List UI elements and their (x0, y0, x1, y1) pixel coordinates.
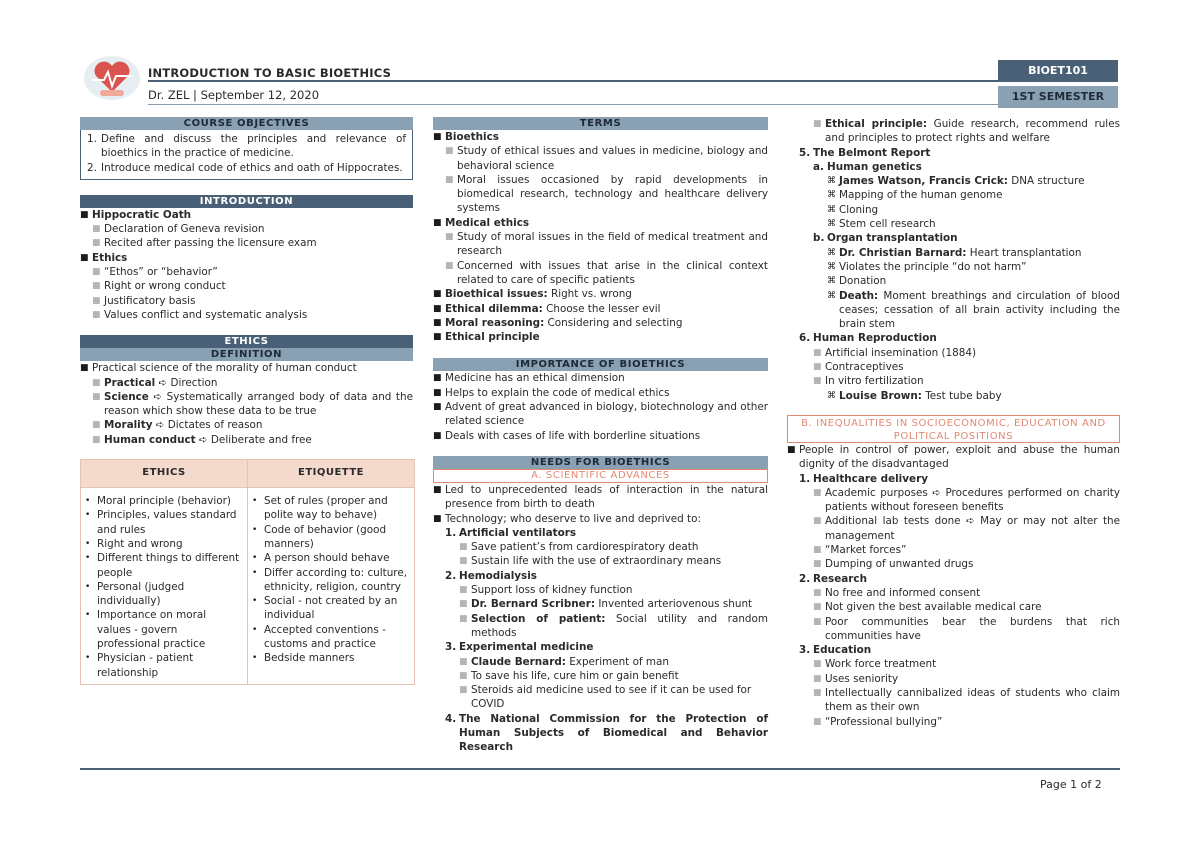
list-item: ■ Dumping of unwanted drugs (813, 558, 974, 571)
list-item: 3. Education (799, 644, 872, 657)
list-item: • Principles, values standard and rules (85, 509, 237, 536)
list-item: ⌘ James Watson, Francis Crick: DNA structure (827, 175, 1085, 188)
list-item: ■ Not given the best available medical care (813, 601, 1042, 614)
list-item: ■ Save patient’s from cardiorespiratory death (459, 541, 699, 554)
ethics-heading: ETHICS (80, 335, 413, 348)
list-item: ■ Intellectually cannibalized ideas of students who claim them as their own (813, 686, 1120, 714)
list-item: • Personal (judged individually) (85, 580, 185, 608)
header-rule-thin (148, 104, 998, 105)
list-item: ■ “Market forces” (813, 544, 907, 557)
list-item: ■ Study of ethical issues and values in medicine, biology and behavioral science (445, 145, 768, 172)
list-item: ■ Recited after passing the licensure exam (92, 237, 317, 250)
definition-heading: DEFINITION (80, 348, 413, 361)
list-item: • Moral principle (behavior) (85, 495, 231, 508)
list-item: • Social - not created by an individual (252, 595, 398, 622)
list-item: ■ Dr. Bernard Scribner: Invented arteriovenous shunt (459, 598, 753, 611)
introduction-heading: INTRODUCTION (80, 195, 413, 208)
header-rule (148, 80, 998, 82)
list-item: ■ Hippocratic Oath (80, 208, 192, 221)
list-item: 1. Artificial ventilators (445, 526, 577, 539)
course-code-badge: BIOET101 (998, 60, 1118, 82)
list-item: ■ Ethics (80, 251, 128, 264)
list-item: ■ Work force treatment (813, 658, 937, 671)
list-item: ■ Steroids aid medicine used to see if it can be used for COVID (459, 684, 752, 711)
list-item: ■ Support loss of kidney function (459, 584, 633, 597)
list-item: • Bedside manners (252, 652, 355, 665)
column-3 (787, 117, 1120, 729)
list-item: 5. The Belmont Report (799, 146, 931, 159)
list-item: • Set of rules (proper and polite way to behave) (252, 495, 388, 522)
list-item: • Right and wrong (85, 537, 183, 550)
list-item: ■ Science ➪ Systematically arranged body of data and the reason which show these data to be true (92, 390, 413, 418)
importance-heading: IMPORTANCE OF BIOETHICS (433, 358, 768, 371)
column-1 (80, 117, 413, 685)
list-item: ■ Moral reasoning: Considering and selecting (433, 316, 683, 329)
list-item: 2. Hemodialysis (445, 569, 537, 582)
list-item: ■ “Professional bullying” (813, 715, 943, 728)
list-item: ■ Justificatory basis (92, 294, 196, 307)
list-item: ■ Poor communities bear the burdens that rich communities have (813, 615, 1120, 642)
list-item: ■ Values conflict and systematic analysis (92, 308, 308, 321)
list-item: ⌘ Stem cell research (827, 218, 936, 231)
list-item: ■ Medicine has an ethical dimension (433, 372, 625, 385)
list-item: ■ Morality ➪ Dictates of reason (92, 419, 263, 432)
list-item: ⌘ Violates the principle “do not harm” (827, 260, 1027, 273)
table-header-ethics: ETHICS (81, 460, 248, 488)
list-item: ■ Ethical principle (433, 331, 540, 344)
list-item: ■ Right or wrong conduct (92, 280, 226, 293)
document-subtitle: Dr. ZEL | September 12, 2020 (148, 88, 320, 102)
list-item: ■ “Ethos” or “behavior” (92, 266, 218, 279)
list-item: b. Organ transplantation (813, 232, 958, 245)
scientific-advances-heading: A. SCIENTIFIC ADVANCES (433, 469, 768, 483)
list-item: 4. The National Commission for the Protection of Human Subjects of Biomedical and Behavior Research (445, 712, 768, 754)
list-item: ■ Ethical principle: Guide research, recommend rules and principles to protect rights and welfare (813, 118, 1120, 145)
list-item: ■ Artificial insemination (1884) (813, 346, 977, 359)
list-item: • A person should behave (252, 552, 390, 565)
course-objectives-heading: COURSE OBJECTIVES (80, 117, 413, 130)
table-header-etiquette: ETIQUETTE (248, 460, 415, 488)
list-item: 2. Research (799, 572, 867, 585)
list-item: ■ Practical ➪ Direction (92, 376, 218, 389)
footer-rule (80, 768, 1120, 770)
list-item: ■ Sustain life with the use of extraordinary means (459, 555, 722, 568)
list-item: ■ Declaration of Geneva revision (92, 223, 265, 236)
inequalities-heading: B. INEQUALITIES IN SOCIOECONOMIC, EDUCATION AND POLITICAL POSITIONS (787, 415, 1120, 443)
list-item: ■ Led to unprecedented leads of interaction in the natural presence from birth to death (433, 483, 768, 511)
needs-heading: NEEDS FOR BIOETHICS (433, 456, 768, 469)
list-item: ■ Bioethical issues: Right vs. wrong (433, 288, 632, 301)
list-item: • Differ according to: culture, ethnicity, religion, country (252, 566, 408, 593)
list-item: ■ Academic purposes ➪ Procedures performed on charity patients without foreseen benefits (813, 486, 1120, 514)
list-item: ⌘ Death: Moment breathings and circulation of blood ceases; cessation of all brain activity including the brain stem (827, 289, 1120, 331)
list-item: ■ Uses seniority (813, 672, 899, 685)
list-item: ■ Ethical dilemma: Choose the lesser evil (433, 302, 661, 315)
list-item: ■ In vitro fertilization (813, 375, 924, 388)
objective-item: 1. Define and discuss the principles and relevance of bioethics in the practice of medicine. (87, 133, 406, 160)
list-item: 1. Healthcare delivery (799, 472, 928, 485)
list-item: ■ To save his life, cure him or gain benefit (459, 669, 679, 682)
list-item: • Importance on moral values - govern professional practice (85, 609, 207, 651)
list-item: ■ Selection of patient: Social utility and random methods (459, 612, 768, 639)
document-title: INTRODUCTION TO BASIC BIOETHICS (148, 66, 392, 80)
list-item: ■ Human conduct ➪ Deliberate and free (92, 433, 312, 446)
list-item: a. Human genetics (813, 160, 922, 173)
list-item: ■ Technology; who deserve to live and deprived to: (433, 512, 701, 525)
list-item: ■ Medical ethics (433, 216, 530, 229)
ethics-cell (81, 488, 248, 685)
column-2 (433, 117, 768, 755)
list-item: ⌘ Donation (827, 275, 887, 288)
etiquette-cell (248, 488, 415, 685)
list-item: 3. Experimental medicine (445, 641, 594, 654)
list-item: ⌘ Dr. Christian Barnard: Heart transplantation (827, 246, 1082, 259)
page-number: Page 1 of 2 (1040, 778, 1102, 791)
list-item: ■ People in control of power, exploit and abuse the human dignity of the disadvantaged (787, 443, 1120, 471)
list-item: ⌘ Cloning (827, 203, 879, 216)
list-item: ■ Helps to explain the code of medical ethics (433, 386, 670, 399)
list-item: ■ Additional lab tests done ➪ May or may not alter the management (813, 515, 1120, 542)
list-item: ⌘ Louise Brown: Test tube baby (827, 389, 1002, 402)
list-item: 6. Human Reproduction (799, 332, 937, 345)
list-item: ■ Contraceptives (813, 361, 904, 374)
course-objectives-box (80, 130, 413, 180)
list-item: • Different things to different people (85, 552, 240, 579)
list-item: ■ Bioethics (433, 131, 499, 143)
list-item: ■ Study of moral issues in the field of medical treatment and research (445, 231, 768, 258)
list-item: ■ Concerned with issues that arise in the clinical context related to care of specific patients (445, 259, 768, 286)
list-item: ■ Deals with cases of life with borderline situations (433, 429, 701, 442)
list-item: • Accepted conventions - customs and practice (252, 623, 386, 651)
semester-badge: 1ST SEMESTER (998, 86, 1118, 108)
list-item: ■ Claude Bernard: Experiment of man (459, 655, 669, 668)
list-item: • Physician - patient relationship (85, 652, 194, 679)
list-item: • Code of behavior (good manners) (252, 523, 387, 550)
list-item: ⌘ Mapping of the human genome (827, 189, 1003, 202)
bioethics-logo (80, 52, 144, 104)
ethics-vs-etiquette-table (80, 459, 415, 685)
terms-heading: TERMS (433, 117, 768, 130)
list-item: ■ Moral issues occasioned by rapid developments in biomedical research, technology and healthcare delivery systems (445, 173, 768, 215)
list-item: ■ Practical science of the morality of human conduct (80, 362, 357, 375)
list-item: ■ No free and informed consent (813, 586, 981, 599)
objective-item: 2. Introduce medical code of ethics and oath of Hippocrates. (87, 161, 403, 174)
list-item: ■ Advent of great advanced in biology, biotechnology and other related science (433, 401, 768, 428)
